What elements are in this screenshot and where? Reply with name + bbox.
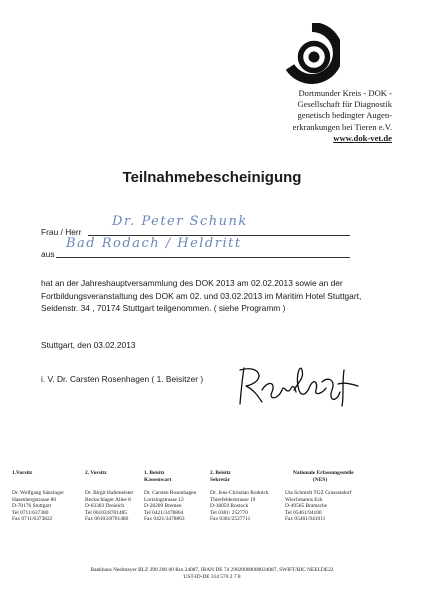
footer-column-2-line: Dr. Birgit Hafemeister — [85, 490, 134, 496]
bank-line-2: UST-ID-DE 314 570 2 7 8 — [183, 574, 241, 580]
body-line-1: hat an der Jahreshauptversammlung des DOK 2013 am 02.02.2013 sowie an der — [41, 278, 343, 288]
org-website-link[interactable]: www.dok-vet.de — [333, 132, 392, 143]
footer-column-5 — [285, 470, 354, 523]
footer-column-2-line: Beckschlager Allee 8 — [85, 496, 131, 503]
footer-column-5-line: Fax 05461/941011 — [285, 516, 326, 523]
page-title: Teilnahmebescheinigung — [122, 169, 302, 186]
footer-column-2-line: Fax 06103/8701486 — [85, 516, 129, 523]
footer-column-2-title: 2. Vorsitz — [85, 470, 107, 476]
footer-column-3-line: Dr. Carsten Rosenhagen — [144, 490, 197, 496]
org-line-4: erkrankungen bei Tieren e.V. — [292, 121, 392, 132]
bank-details — [0, 567, 424, 581]
name-label: Frau / Herr — [41, 227, 82, 237]
footer-column-3-line: Lortzingstrasse 12 — [144, 496, 184, 503]
footer-column-4-line: D-18059 Rostock — [210, 503, 249, 510]
organization-address — [232, 88, 392, 144]
place-label: aus — [41, 249, 55, 259]
footer-column-3-line: D-28209 Bremen — [144, 503, 182, 510]
handwritten-signature — [232, 360, 372, 408]
footer-column-3-title: 1. Beisitz — [144, 470, 165, 476]
body-line-3: Seidenstr. 34 , 70174 Stuttgart teilgenommen. ( siehe Programm ) — [41, 303, 286, 314]
place-value: Bad Rodach / Heldritt — [66, 236, 242, 251]
org-line-2: Gesellschaft für Diagnostik — [297, 99, 392, 110]
footer-column-2-line: Tel 06103/8701485 — [85, 509, 127, 516]
footer-column-4-line: Thierfelderstrasse 19 — [210, 496, 256, 503]
footer-column-4-subtitle: Sekretär — [210, 476, 230, 483]
footer-column-4-line: Tel 0381/ 252770 — [210, 509, 248, 516]
footer-column-4-line: Fax 0381/2527711 — [210, 516, 251, 523]
footer-column-5-line: Uta Schmidt TGZ Grassendorf — [285, 490, 352, 496]
footer-column-3-line: Tel 0421/3478864 — [144, 509, 184, 516]
footer-column-4-line: Dr. Jens-Christian Rodnick — [210, 490, 269, 496]
org-line-3: genetisch bedingter Augen- — [297, 110, 392, 121]
date-line: Stuttgart, den 03.02.2013 — [41, 340, 136, 350]
footer-column-3-subtitle: Kassenwart — [144, 476, 172, 483]
footer-column-5-title: Nationale Erfassungsstelle — [293, 470, 354, 476]
body-line-2: Fortbildungsveranstaltung des DOK am 02. und 03.02.2013 im Maritim Hotel Stuttgart, — [41, 290, 362, 301]
footer-column-5-subtitle: (NES) — [313, 476, 328, 483]
footer-column-1-line: Tel 0711/637380 — [12, 509, 49, 516]
footer-column-3-line: Fax 0421/3478863 — [144, 516, 185, 523]
signer-line: i. V. Dr. Carsten Rosenhagen ( 1. Beisitzer ) — [41, 374, 204, 384]
footer-column-2 — [85, 470, 133, 523]
footer-column-2-line: D-63303 Dreieich — [85, 503, 125, 510]
footer-column-4 — [210, 470, 269, 523]
footer-column-5-line: D-49565 Bramsche — [285, 503, 328, 510]
footer-column-4-title: 2. Beisitz — [210, 470, 231, 476]
dok-logo — [284, 23, 340, 85]
name-value: Dr. Peter Schunk — [112, 214, 248, 229]
footer-column-1-line: Hasenbergstrasse 80 — [12, 496, 57, 503]
footer-column-1-line: Fax 0711/6373822 — [12, 516, 53, 523]
place-line — [56, 257, 350, 258]
footer-contacts — [12, 470, 416, 540]
footer-column-1-title: 1.Vorsitz — [12, 470, 33, 476]
footer-column-5-line: Wiechmanns Eck — [285, 496, 323, 503]
org-line-1: Dortmunder Kreis - DOK - — [298, 88, 392, 98]
footer-column-1-line: Dr. Wolfgang Sänzinger — [12, 490, 65, 496]
bank-line-1: Bankhaus Neelmeyer BLZ 290 200 00 Kto 24087, IBAN DE 74 29020000000024087, SWIFT/BIC NEELDE22 — [90, 567, 334, 573]
footer-column-1 — [12, 470, 64, 523]
footer-column-3 — [144, 470, 196, 523]
footer-column-1-line: D-70176 Stuttgart — [12, 503, 52, 510]
footer-column-5-line: Tel 05461/94100 — [285, 509, 322, 516]
certificate-body — [41, 277, 391, 315]
